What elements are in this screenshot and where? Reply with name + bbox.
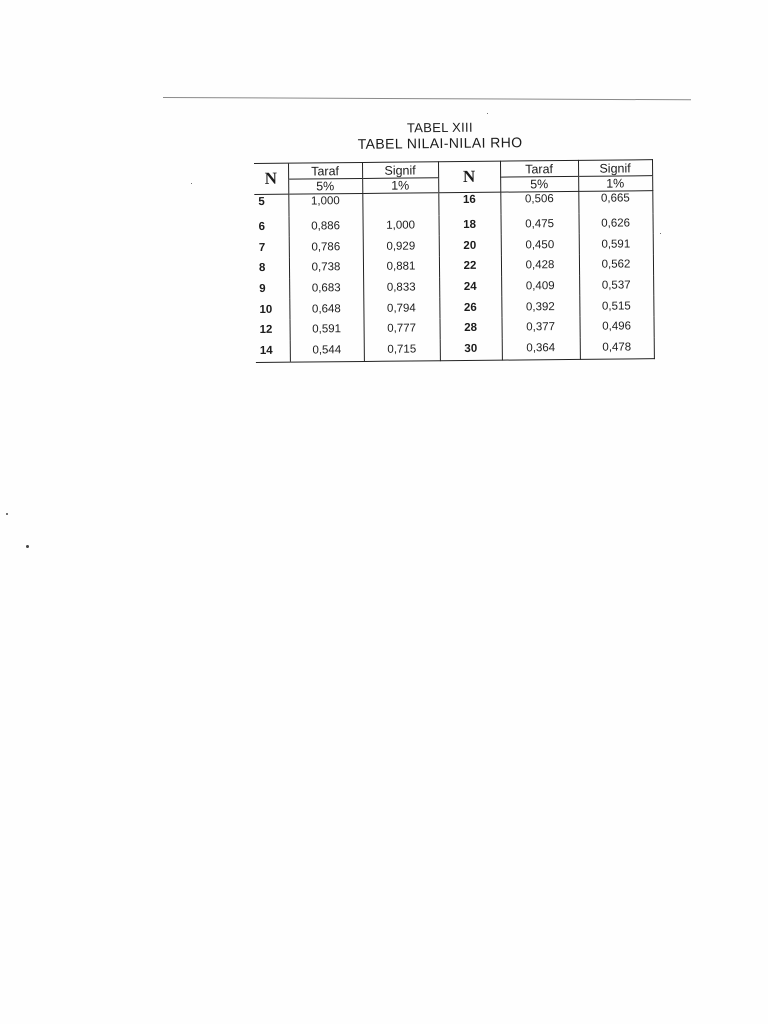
left-1pct-cell: 1,000 xyxy=(363,215,439,236)
rho-table-container xyxy=(254,159,654,362)
left-n-cell: 7 xyxy=(258,241,266,254)
right-5pct-cell: 0,392 xyxy=(501,296,579,317)
left-5pct-header: 5% xyxy=(288,178,362,194)
left-5pct-cell: 0,738 xyxy=(289,257,363,278)
right-n-header: N xyxy=(438,161,500,193)
right-5pct-cell: 0,450 xyxy=(501,234,579,255)
table-heading xyxy=(300,119,580,154)
left-1pct-cell: 0,794 xyxy=(363,298,439,319)
table-number: TABEL XIII xyxy=(406,119,473,136)
right-n-cell: 26 xyxy=(439,297,501,318)
right-1pct-cell: 0,665 xyxy=(578,191,652,214)
speck xyxy=(660,233,661,234)
left-1pct-cell: 0,833 xyxy=(363,277,439,298)
right-taraf-header: Taraf xyxy=(500,160,578,177)
right-n-cell: 24 xyxy=(439,276,501,297)
left-5pct-cell: 0,886 xyxy=(289,216,363,237)
right-n-cell: 30 xyxy=(440,338,502,360)
left-taraf-header: Taraf xyxy=(288,162,362,179)
right-5pct-cell: 0,475 xyxy=(501,214,579,235)
right-n-cell: 22 xyxy=(439,256,501,277)
left-5pct-cell: 1,000 xyxy=(288,193,362,216)
speck xyxy=(191,183,192,184)
right-n-cell: 18 xyxy=(439,214,501,235)
left-5pct-cell: 0,786 xyxy=(289,236,363,257)
right-n-cell: 16 xyxy=(438,192,500,215)
left-n-cell: 14 xyxy=(256,340,290,362)
left-5pct-cell: 0,591 xyxy=(290,319,364,340)
left-1pct-cell: 0,881 xyxy=(363,256,439,277)
left-1pct-cell xyxy=(362,193,438,216)
right-5pct-header: 5% xyxy=(500,176,578,192)
top-rule-line xyxy=(163,97,691,100)
right-n-cell: 20 xyxy=(439,235,501,256)
left-5pct-cell: 0,544 xyxy=(290,340,364,362)
left-1pct-cell: 0,715 xyxy=(364,339,440,361)
right-5pct-cell: 0,409 xyxy=(501,276,579,297)
speck xyxy=(6,513,8,515)
left-n-cell: 6 xyxy=(258,220,266,233)
rho-values-table xyxy=(254,159,654,362)
right-1pct-header: 1% xyxy=(578,176,652,192)
left-n-header: N xyxy=(254,163,288,194)
right-5pct-cell: 0,364 xyxy=(502,338,580,360)
left-1pct-cell: 0,777 xyxy=(364,318,440,339)
left-n-cell: 12 xyxy=(259,324,273,337)
right-1pct-cell: 0,626 xyxy=(579,213,653,234)
speck xyxy=(26,545,29,548)
right-n-cell: 28 xyxy=(439,318,501,339)
left-1pct-cell: 0,929 xyxy=(363,236,439,257)
right-5pct-cell: 0,506 xyxy=(500,191,578,214)
right-5pct-cell: 0,428 xyxy=(501,255,579,276)
left-n-cell: 10 xyxy=(259,303,273,316)
right-1pct-cell: 0,537 xyxy=(579,275,653,296)
left-5pct-cell: 0,648 xyxy=(289,298,363,319)
left-n-cell: 9 xyxy=(259,282,266,296)
right-1pct-cell: 0,515 xyxy=(579,296,653,317)
right-5pct-cell: 0,377 xyxy=(501,317,579,338)
table-body xyxy=(254,191,654,362)
left-5pct-cell: 0,683 xyxy=(289,278,363,299)
speck xyxy=(487,113,488,114)
table-title: TABEL NILAI-NILAI RHO xyxy=(357,134,523,152)
left-n-cell: 5 xyxy=(258,195,265,208)
right-1pct-cell: 0,496 xyxy=(579,316,653,337)
left-signif-header: Signif xyxy=(362,162,438,179)
left-n-cell: 8 xyxy=(258,262,266,275)
right-signif-header: Signif xyxy=(578,160,652,177)
right-1pct-cell: 0,591 xyxy=(579,234,653,255)
left-1pct-header: 1% xyxy=(362,178,438,194)
table-row xyxy=(256,337,654,362)
right-1pct-cell: 0,562 xyxy=(579,254,653,275)
right-1pct-cell: 0,478 xyxy=(580,337,654,359)
